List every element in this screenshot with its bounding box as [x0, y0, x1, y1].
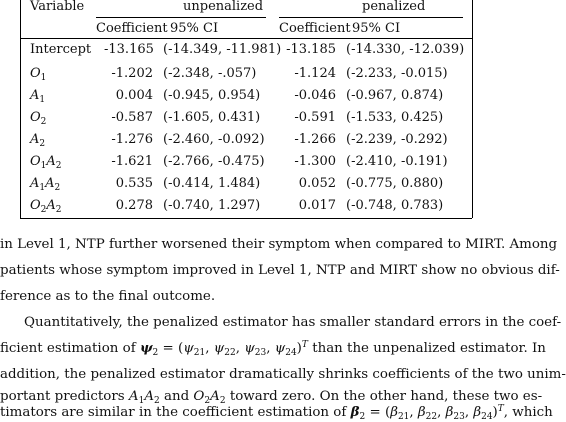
- header-unpenalized: unpenalized: [183, 0, 264, 14]
- col-header-coefficient-pen: Coefficient: [279, 21, 351, 36]
- row-variable: $O_1A_2$: [30, 154, 62, 171]
- row-un-coef: 0.004: [115, 88, 153, 103]
- row-variable: Intercept: [30, 42, 92, 57]
- body-text-line: ficient estimation of $\psi_2 = (\psi_{21}$, $\psi_{22}$, $\psi_{23}$, $\psi_{24})^T$ than the unpenalized estimator. In: [0, 340, 546, 358]
- body-text-line: patients whose symptom improved in Level 1, NTP and MIRT show no obvious dif-: [0, 263, 560, 278]
- row-variable: $O_2$: [30, 110, 47, 127]
- row-variable: $A_1A_2$: [30, 176, 61, 193]
- body-text-line: ference as to the final outcome.: [0, 289, 216, 304]
- body-text-line: Quantitatively, the penalized estimator has smaller standard errors in the coef-: [24, 315, 562, 330]
- row-un-ci: (-0.740, 1.297): [163, 198, 261, 213]
- body-text-line: portant predictors $A_1A_2$ and $O_2A_2$ toward zero. On the other hand, these two es-: [0, 389, 543, 406]
- rule-penalized: [279, 17, 463, 18]
- table-border-left: [20, 0, 21, 218]
- row-variable: $A_1$: [30, 88, 46, 105]
- row-pe-ci: (-2.233, -0.015): [346, 66, 448, 81]
- row-un-ci: (-0.414, 1.484): [163, 176, 261, 191]
- row-pe-coef: 0.052: [298, 176, 336, 191]
- row-un-coef: -0.587: [111, 110, 153, 125]
- row-un-coef: 0.278: [115, 198, 153, 213]
- psi2-formula: $\psi_2 = (\psi_{21}$, $\psi_{22}$, $\psi_{23}$, $\psi_{24})^T$: [139, 340, 308, 358]
- row-pe-coef: -0.046: [294, 88, 336, 103]
- row-un-coef: -1.202: [111, 66, 153, 81]
- row-pe-ci: (-0.748, 0.783): [346, 198, 444, 213]
- row-pe-ci: (-0.775, 0.880): [346, 176, 444, 191]
- row-pe-coef: -1.266: [294, 132, 336, 147]
- row-pe-ci: (-0.967, 0.874): [346, 88, 444, 103]
- row-pe-coef: 0.017: [298, 198, 336, 213]
- row-pe-coef: -13.185: [286, 42, 336, 57]
- header-rule: [20, 38, 472, 39]
- row-un-ci: (-1.605, 0.431): [163, 110, 261, 125]
- row-un-coef: 0.535: [115, 176, 153, 191]
- row-variable: $A_2$: [30, 132, 46, 149]
- row-pe-ci: (-2.239, -0.292): [346, 132, 448, 147]
- row-un-ci: (-0.945, 0.954): [163, 88, 261, 103]
- row-variable: $O_2A_2$: [30, 198, 62, 215]
- row-pe-ci: (-14.330, -12.039): [346, 42, 465, 57]
- row-pe-coef: -1.300: [294, 154, 336, 169]
- row-un-coef: -1.621: [111, 154, 153, 169]
- col-header-coefficient-unpen: Coefficient: [96, 21, 168, 36]
- col-header-ci-unpen: 95% CI: [170, 21, 219, 36]
- col-header-ci-pen: 95% CI: [352, 21, 401, 36]
- row-pe-coef: -0.591: [294, 110, 336, 125]
- body-text-line: in Level 1, NTP further worsened their symptom when compared to MIRT. Among: [0, 237, 558, 252]
- header-variable: Variable: [30, 0, 85, 14]
- row-un-coef: -13.165: [104, 42, 154, 57]
- body-text-line: timators are similar in the coefficient estimation of $\beta_2 = (\beta_{21}$, $\beta_{22}$, $\beta_{23}$, $\beta_{24})^T$, which: [0, 404, 553, 422]
- row-pe-ci: (-2.410, -0.191): [346, 154, 448, 169]
- row-pe-coef: -1.124: [294, 66, 336, 81]
- row-un-coef: -1.276: [111, 132, 153, 147]
- predictor-formula: $A_1A_2$ and $O_2A_2$: [128, 389, 226, 406]
- body-text-line: addition, the penalized estimator dramatically shrinks coefficients of the two unim-: [0, 367, 566, 382]
- row-pe-ci: (-1.533, 0.425): [346, 110, 444, 125]
- row-un-ci: (-14.349, -11.981): [163, 42, 282, 57]
- row-un-ci: (-2.460, -0.092): [163, 132, 265, 147]
- row-variable: $O_1$: [30, 66, 47, 83]
- table-border-bottom: [20, 218, 472, 219]
- rule-unpenalized: [96, 17, 266, 18]
- row-un-ci: (-2.766, -0.475): [163, 154, 265, 169]
- beta2-formula: $\beta_2 = (\beta_{21}$, $\beta_{22}$, $\beta_{23}$, $\beta_{24})^T$: [350, 404, 504, 422]
- table-border-right: [472, 0, 473, 218]
- row-un-ci: (-2.348, -.057): [163, 66, 257, 81]
- header-penalized: penalized: [362, 0, 426, 14]
